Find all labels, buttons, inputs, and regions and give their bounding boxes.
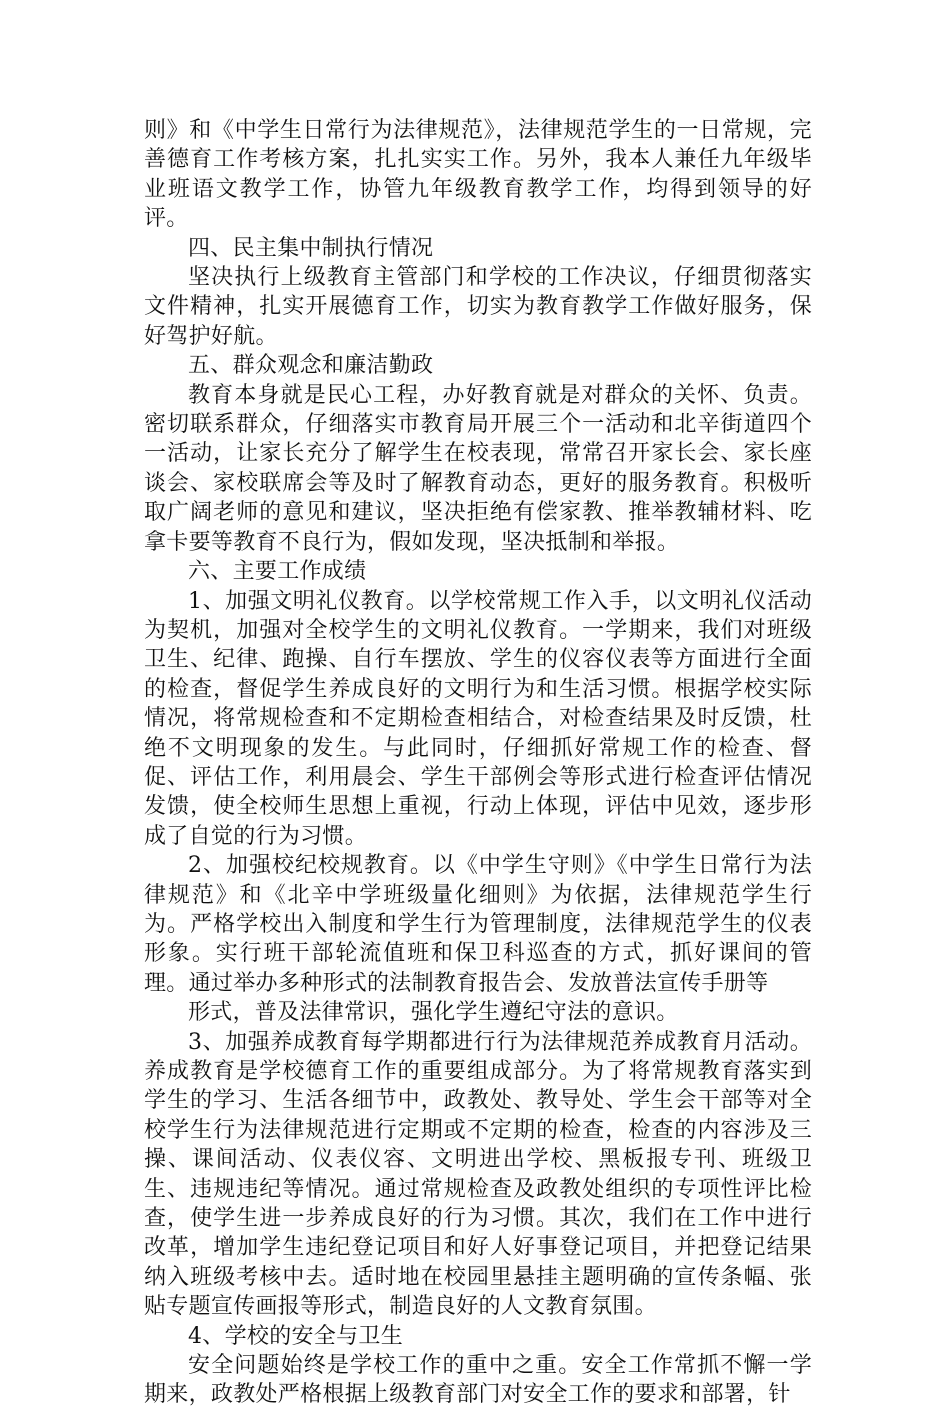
paragraph: 2、加强校纪校规教育。以《中学生守则》《中学生日常行为法律规范》和《北辛中学班级量化细则》为依据，法律规范学生行为。严格学校出入制度和学生行为管理制度，法律规范学生的仪表形象。实行班干部轮流值班和保卫科巡查的方式，抓好课间的管理。通过举办多种形式的法制教育报告会、发放普法宣传手册等 [144,853,812,996]
paragraph: 教育本身就是民心工程，办好教育就是对群众的关怀、负责。密切联系群众，仔细落实市教育局开展三个一活动和北辛街道四个一活动，让家长充分了解学生在校表现，常常召开家长会、家长座谈会、家校联席会等及时了解教育动态，更好的服务教育。积极听取广阔老师的意见和建议，坚决拒绝有偿家教、推举教辅材料、吃拿卡要等教育不良行为，假如发现，坚决抵制和举报。 [144,382,812,555]
paragraph-continued: 则》和《中学生日常行为法律规范》，法律规范学生的一日常规，完善德育工作考核方案，扎扎实实工作。另外，我本人兼任九年级毕业班语文教学工作，协管九年级教育教学工作，均得到领导的好评。 [144,118,812,232]
section-heading-mass-outlook: 五、群众观念和廉洁勤政 [188,353,434,379]
paragraph: 1、加强文明礼仪教育。以学校常规工作入手，以文明礼仪活动为契机，加强对全校学生的文明礼仪教育。一学期来，我们对班级卫生、纪律、跑操、自行车摆放、学生的仪容仪表等方面进行全面的检查，督促学生养成良好的文明行为和生活习惯。根据学校实际情况，将常规检查和不定期检查相结合，对检查结果及时反馈，杜绝不文明现象的发生。与此同时，仔细抓好常规工作的检查、督促、评估工作，利用晨会、学生干部例会等形式进行检查评估情况发馈，使全校师生思想上重视，行动上体现，评估中见效，逐步形成了自觉的行为习惯。 [144,588,812,849]
section-heading-main-achievements: 六、主要工作成绩 [188,559,367,585]
paragraph: 坚决执行上级教育主管部门和学校的工作决议，仔细贯彻落实文件精神，扎实开展德育工作，切实为教育教学工作做好服务，保好驾护好航。 [144,265,812,349]
section-heading-democratic-centralism: 四、民主集中制执行情况 [188,235,434,261]
section-heading-safety-hygiene: 4、学校的安全与卫生 [188,1323,403,1349]
paragraph: 安全问题始终是学校工作的重中之重。安全工作常抓不懈一学期来，政教处严格根据上级教育部门对安全工作的要求和部署，针 [144,1353,812,1408]
document-page [144,116,812,1410]
paragraph: 形式，普及法律常识，强化学生遵纪守法的意识。 [188,1000,679,1026]
paragraph: 3、加强养成教育每学期都进行行为法律规范养成教育月活动。养成教育是学校德育工作的重要组成部分。为了将常规教育落实到学生的学习、生活各细节中，政教处、教导处、学生会干部等对全校学生行为法律规范进行定期或不定期的检查，检查的内容涉及三操、课间活动、仪表仪容、文明进出学校、黑板报专刊、班级卫生、违规违纪等情况。通过常规检查及政教处组织的专项性评比检查，使学生进一步养成良好的行为习惯。其次，我们在工作中进行改革，增加学生违纪登记项目和好人好事登记项目，并把登记结果纳入班级考核中去。适时地在校园里悬挂主题明确的宣传条幅、张贴专题宣传画报等形式，制造良好的人文教育氛围。 [144,1029,812,1320]
